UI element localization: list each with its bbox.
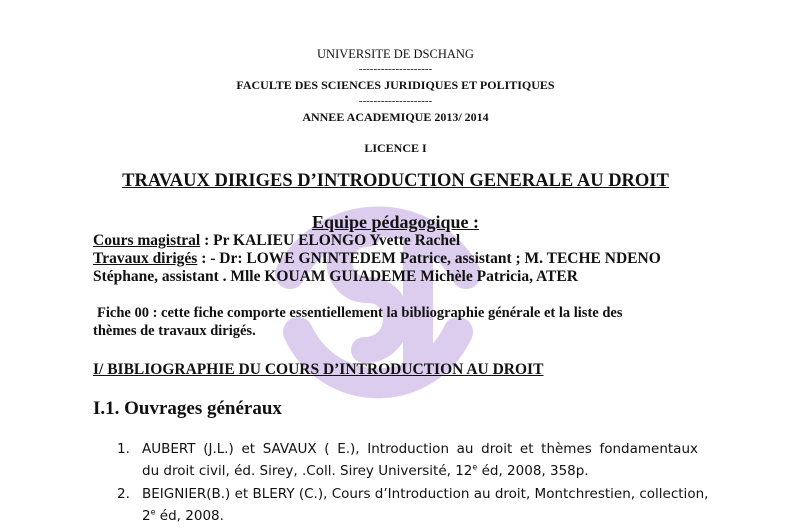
bibliography-item-continued: 2e éd, 2008. — [142, 507, 224, 524]
separator-line: -------------------- — [358, 63, 433, 75]
td-value: : - Dr: LOWE GNINTEDEM Patrice, assistant ; M. TECHE NDENO — [197, 250, 661, 267]
cours-label: Cours magistral — [93, 232, 201, 249]
team-heading: Equipe pédagogique : — [311, 212, 480, 232]
item-text: AUBERT (J.L.) et SAVAUX ( E.), Introduction au droit et thèmes fondamentaux — [142, 441, 698, 457]
fiche-description: Fiche 00 : cette fiche comporte essentiellement la bibliographie générale et la liste des — [97, 305, 623, 321]
licence-level: LICENCE I — [364, 141, 427, 155]
td-value-continued: Stéphane, assistant . Mlle KOUAM GUIADEME Michèle Patricia, ATER — [93, 268, 578, 285]
document-title: TRAVAUX DIRIGES D’INTRODUCTION GENERALE AU DROIT — [122, 171, 669, 191]
faculty-name: FACULTE DES SCIENCES JURIDIQUES ET POLITIQUES — [236, 78, 555, 92]
academic-year: ANNEE ACADEMIQUE 2013/ 2014 — [302, 110, 489, 124]
university-name: UNIVERSITE DE DSCHANG — [317, 47, 474, 61]
item-number: 2. — [117, 486, 130, 502]
cours-magistral-line — [93, 232, 460, 250]
subsection-heading: I.1. Ouvrages généraux — [93, 398, 282, 419]
item-number: 1. — [117, 441, 130, 457]
fiche-description-continued: thèmes de travaux dirigés. — [93, 323, 256, 339]
separator-line: -------------------- — [358, 95, 433, 107]
bibliography-item-continued: du droit civil, éd. Sirey, .Coll. Sirey Université, 12e éd, 2008, 358p. — [142, 462, 589, 479]
travaux-diriges-line — [93, 250, 661, 268]
cours-value: : Pr KALIEU ELONGO Yvette Rachel — [200, 232, 461, 249]
td-label: Travaux dirigés — [93, 250, 198, 267]
item-text: BEIGNIER(B.) et BLERY (C.), Cours d’Introduction au droit, Montchrestien, collection, — [142, 486, 709, 502]
section-heading: I/ BIBLIOGRAPHIE DU COURS D’INTRODUCTION AU DROIT — [93, 361, 544, 378]
